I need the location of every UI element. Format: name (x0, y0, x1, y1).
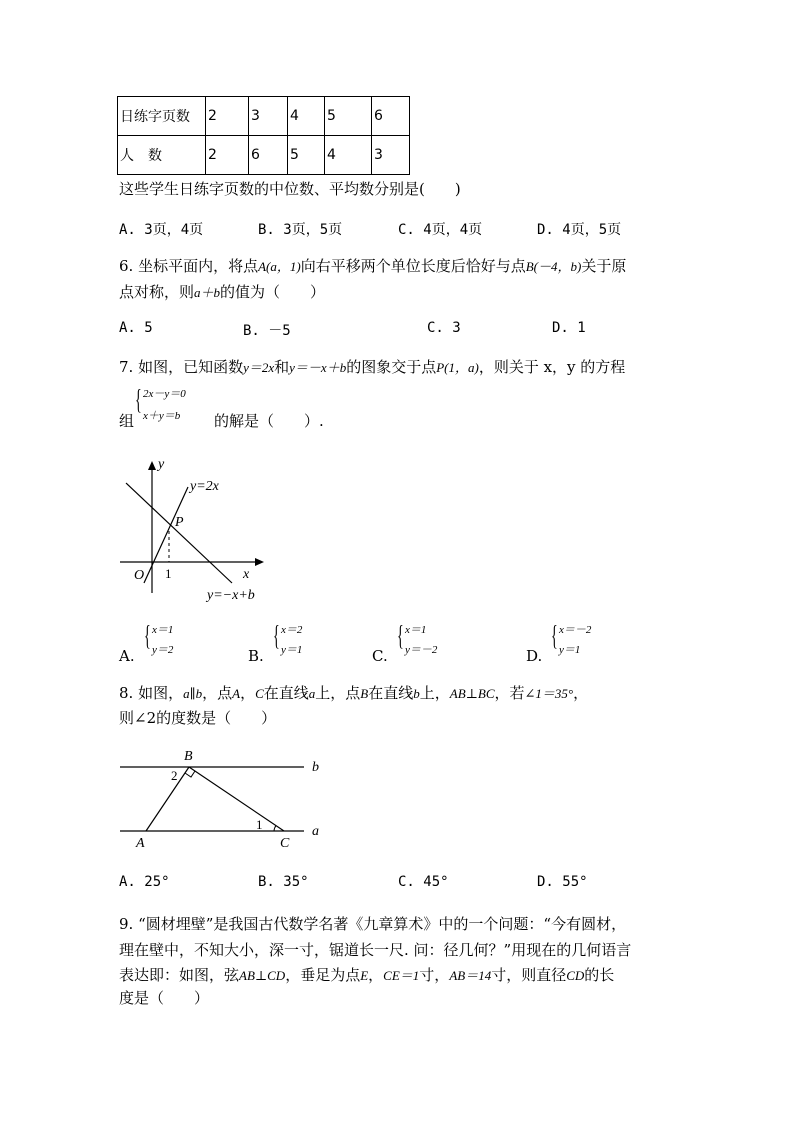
option-eq-1: x＝2 (281, 624, 303, 636)
table-row (118, 136, 410, 175)
table-cell: 4 (325, 136, 372, 175)
q6-text: 点对称，则 (119, 283, 195, 301)
q8-text: 上， (419, 684, 450, 702)
segment-bc (189, 767, 284, 831)
table-cell: 人 数 (118, 136, 206, 175)
q6-text: 向右平移两个单位长度后恰好与点 (300, 257, 526, 275)
q7-graph-figure (112, 455, 272, 605)
line-label: y=−x+b (207, 588, 255, 603)
q8-option-a: A. 25° (119, 874, 170, 890)
q7-math-point: P(1，a) (436, 360, 479, 375)
q6-text: 的值为（ ） (220, 283, 326, 301)
angle-2-label: 2 (171, 768, 178, 783)
q8-text: 在直线 (263, 684, 309, 702)
q8-line1 (119, 683, 588, 704)
q7-text: 和 (274, 358, 290, 376)
option-eq-1: x＝－2 (559, 624, 592, 636)
q8-math: A (232, 686, 241, 701)
q7-text: 7. 如图，已知函数 (119, 358, 244, 376)
q8-option-d: D. 55° (537, 874, 588, 890)
q9-math: CD (566, 968, 585, 983)
option-eq-1: x＝1 (152, 624, 174, 636)
option-eq-2: y＝2 (152, 644, 174, 656)
q9-line3 (119, 965, 614, 986)
q8-option-b: B. 35° (258, 874, 309, 890)
q7-option-label: A. (119, 647, 135, 665)
q8-math: AB⊥BC (449, 686, 495, 701)
line-label: y=2x (190, 479, 219, 494)
brace-symbol: { (144, 621, 151, 652)
q6-text: 关于原 (581, 257, 627, 275)
segment-ab (146, 767, 189, 831)
y-axis-label: y (158, 457, 165, 472)
q9-line1: 9. “圆材埋壁”是我国古代数学名著《九章算术》中的一个问题：“今有圆材， (119, 915, 627, 933)
q7-option-label: B. (248, 647, 264, 665)
q9-math: AB＝14 (449, 968, 492, 983)
brace-symbol: { (273, 621, 280, 652)
q7-math-line2: y＝－x＋b (289, 360, 347, 375)
q7-equation-1: 2x－y＝0 (143, 388, 186, 400)
q7-equation-system (135, 385, 215, 428)
label-c-point: C (280, 836, 290, 851)
q7-option-a (144, 621, 214, 664)
option-eq-1: x＝1 (405, 624, 427, 636)
point-label: P (175, 515, 184, 530)
q6-option-b: B. －5 (243, 323, 291, 339)
table-cell: 2 (206, 97, 249, 136)
q8-text: 8. 如图， (119, 684, 184, 702)
q9-text: 表达即：如图，弦 (119, 966, 240, 984)
q6-option-d: D. 1 (552, 320, 586, 336)
q9-line4: 度是（ ） (119, 989, 210, 1007)
x-axis-arrow (255, 558, 264, 566)
q5-stem: 这些学生日练字页数的中位数、平均数分别是( ) (119, 180, 461, 198)
table-cell: 6 (249, 136, 288, 175)
x-axis-label: x (243, 567, 250, 582)
table-cell: 6 (372, 97, 410, 136)
q7-line2: 的解是（ ）. (214, 412, 324, 430)
table-cell: 4 (288, 97, 325, 136)
q8-math: b (413, 686, 420, 701)
data-table (117, 96, 410, 175)
q8-text: ， (240, 684, 256, 702)
origin-label: O (134, 568, 145, 583)
q6-math-sum: a＋b (194, 285, 221, 300)
table-row (118, 97, 410, 136)
q8-text: ， (573, 684, 589, 702)
option-eq-2: y＝1 (281, 644, 303, 656)
q9-math: CE＝1 (383, 968, 420, 983)
q5-option-c: C. 4页，4页 (398, 222, 483, 238)
y-axis-arrow (148, 461, 156, 470)
q8-math: a∥b (183, 686, 203, 701)
q5-option-b: B. 3页，5页 (258, 222, 343, 238)
table-cell: 2 (206, 136, 249, 175)
q6-math-b: B(－4，b) (525, 259, 582, 274)
q8-math: a (308, 686, 316, 701)
q5-option-d: D. 4页，5页 (537, 222, 622, 238)
label-b-point: B (184, 749, 193, 764)
q8-text: ，若 (494, 684, 525, 702)
q7-option-b (273, 621, 343, 664)
label-line-b: b (312, 760, 319, 775)
angle-1-label: 1 (256, 817, 263, 832)
q7-option-d (551, 621, 631, 664)
q8-math: C (255, 686, 264, 701)
tick-label: 1 (165, 566, 172, 581)
option-eq-2: y＝1 (559, 644, 581, 656)
q9-text: 寸， (419, 966, 450, 984)
q8-parallel-lines-figure (112, 745, 332, 855)
brace-symbol: { (397, 621, 404, 652)
table-cell: 5 (288, 136, 325, 175)
q9-text: 的长 (584, 966, 615, 984)
brace-symbol: { (551, 621, 558, 652)
table-cell: 3 (372, 136, 410, 175)
q9-text: ， (368, 966, 384, 984)
q5-option-a: A. 3页，4页 (119, 222, 204, 238)
brace-symbol: { (135, 385, 142, 416)
label-a-point: A (136, 836, 145, 851)
q7-text: ，则关于 x，y 的方程 (478, 358, 626, 376)
q7-text: 的图象交于点 (346, 358, 437, 376)
q7-option-label: D. (526, 647, 543, 665)
q9-math: E (360, 968, 369, 983)
q7-equation-2: x＋y＝b (143, 410, 181, 422)
q6-line1 (119, 256, 626, 277)
q9-line2: 理在壁中，不知大小，深一寸，锯道长一尺. 问：径几何？”用现在的几何语言 (119, 941, 632, 959)
q8-line2: 则∠2的度数是（ ） (119, 709, 277, 727)
q8-text: 上，点 (315, 684, 361, 702)
q7-option-label: C. (372, 647, 388, 665)
q8-text: ，点 (202, 684, 233, 702)
angle-1-arc (274, 826, 276, 831)
q6-line2 (119, 282, 325, 303)
right-angle-marker (185, 771, 195, 777)
q6-text: 6. 坐标平面内，将点 (119, 257, 259, 275)
option-eq-2: y＝－2 (405, 644, 438, 656)
q9-text: 寸，则直径 (491, 966, 567, 984)
q6-math-a: A(a，1) (258, 259, 301, 274)
q8-text: 在直线 (368, 684, 414, 702)
table-cell: 5 (325, 97, 372, 136)
q8-math: ∠1＝35° (524, 686, 574, 701)
q9-text: ，垂足为点 (285, 966, 361, 984)
table-cell: 3 (249, 97, 288, 136)
q8-math: B (360, 686, 369, 701)
table-cell: 日练字页数 (118, 97, 206, 136)
q9-math: AB⊥CD (239, 968, 286, 983)
q7-line1 (119, 357, 625, 378)
q7-zu: 组 (119, 412, 135, 430)
q6-option-c: C. 3 (427, 320, 461, 336)
q8-option-c: C. 45° (398, 874, 449, 890)
q7-math-line1: y＝2x (243, 360, 275, 375)
label-line-a: a (312, 824, 319, 839)
q7-option-c (397, 621, 477, 664)
q6-option-a: A. 5 (119, 320, 153, 336)
